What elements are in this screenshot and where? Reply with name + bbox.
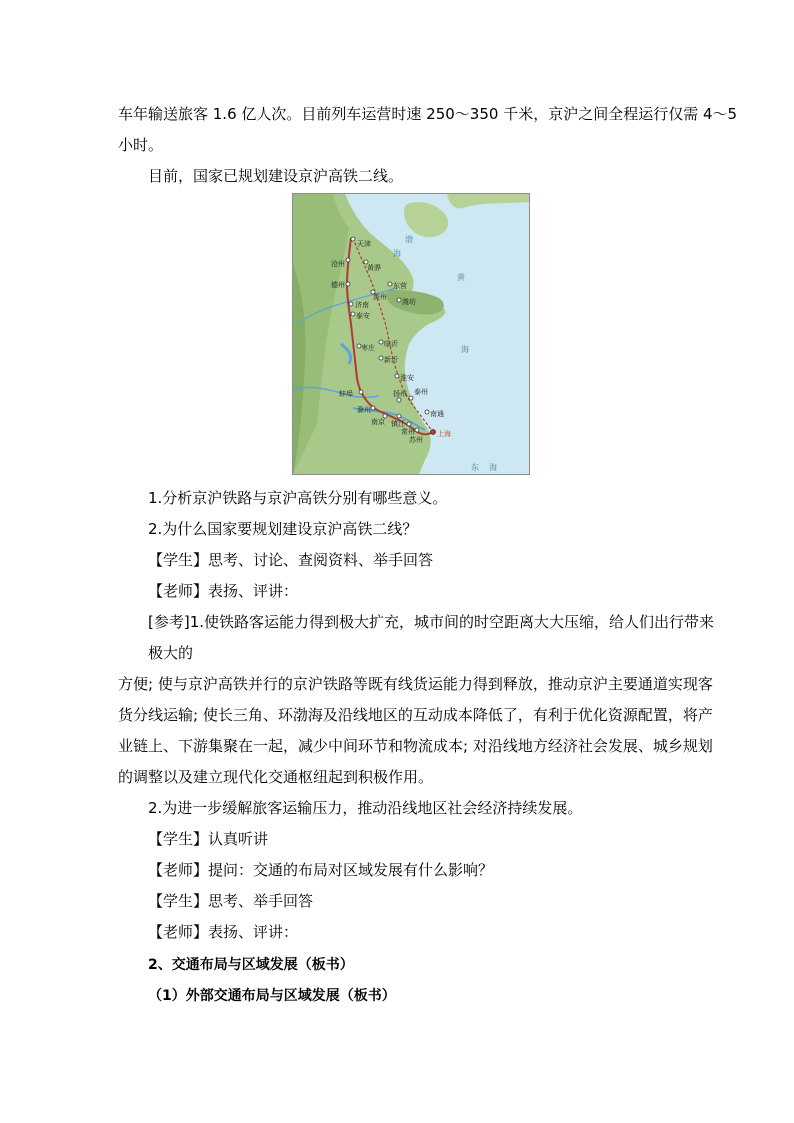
railway-map xyxy=(292,193,530,475)
sea-label: 海 xyxy=(393,249,401,258)
city-label: 扬州 xyxy=(393,390,407,398)
city-label: 天津 xyxy=(357,240,371,248)
city-marker xyxy=(349,302,353,306)
reference-line: 2.为进一步缓解旅客运输压力，推动沿线地区社会经济持续发展。 xyxy=(148,799,583,817)
reference-line: 业链上、下游集聚在一起，减少中间环节和物流成本; 对沿线地方经济社会发展、城乡规划 xyxy=(118,737,713,755)
city-marker xyxy=(415,428,419,432)
city-label: 淮安 xyxy=(400,374,414,382)
subsection-heading: （1）外部交通布局与区域发展（板书） xyxy=(148,988,396,1004)
paragraph: 目前，国家已规划建设京沪高铁二线。 xyxy=(148,167,404,185)
teacher-note: 【老师】表扬、评讲： xyxy=(148,582,299,600)
student-note: 【学生】认真听讲 xyxy=(148,830,269,848)
city-marker xyxy=(409,396,413,400)
city-label: 泰安 xyxy=(356,312,370,320)
city-label: 东营 xyxy=(393,282,407,290)
city-marker xyxy=(395,374,399,378)
city-label: 沧州 xyxy=(331,260,345,268)
sea-label: 东 xyxy=(471,463,479,472)
city-marker xyxy=(351,237,355,241)
city-label: 滨州 xyxy=(373,293,387,301)
city-marker xyxy=(407,422,411,426)
city-marker xyxy=(346,282,350,286)
sea-label: 海 xyxy=(461,345,469,354)
city-label: 黄骅 xyxy=(367,264,381,272)
student-note: 【学生】思考、讨论、查阅资料、举手回答 xyxy=(148,551,434,569)
city-label: 蚌埠 xyxy=(339,390,353,398)
question-2: 2.为什么国家要规划建设京沪高铁二线？ xyxy=(148,520,418,538)
city-marker xyxy=(431,430,436,435)
city-marker xyxy=(397,298,401,302)
city-label: 南通 xyxy=(430,410,444,418)
city-label: 德州 xyxy=(331,281,345,289)
question-1: 1.分析京沪铁路与京沪高铁分别有哪些意义。 xyxy=(148,489,448,507)
sea-label: 海 xyxy=(489,463,497,472)
paragraph-line: 车年输送旅客 1.6 亿人次。目前列车运营时速 250～350 千米，京沪之间全程运行仅需 4～5 xyxy=(118,105,738,123)
city-marker xyxy=(379,356,383,360)
city-label: 苏州 xyxy=(409,436,423,444)
reference-line: [参考]1.使铁路客运能力得到极大扩充，城市间的时空距离大大压缩，给人们出行带来 xyxy=(148,613,715,631)
city-marker xyxy=(379,340,383,344)
city-marker xyxy=(359,390,363,394)
teacher-note: 【老师】提问：交通的布局对区域发展有什么影响？ xyxy=(148,861,494,879)
city-label: 泰州 xyxy=(414,388,428,396)
student-note: 【学生】思考、举手回答 xyxy=(148,892,314,910)
city-label: 济南 xyxy=(355,301,369,309)
city-label: 常州 xyxy=(401,428,415,436)
city-label: 镇江 xyxy=(391,420,405,428)
city-label: 新沂 xyxy=(384,356,398,364)
city-label: 潍坊 xyxy=(402,298,416,306)
city-marker xyxy=(397,414,401,418)
section-heading: 2、交通布局与区域发展（板书） xyxy=(148,957,354,973)
reference-line: 货分线运输; 使长三角、环渤海及沿线地区的互动成本降低了，有利于优化资源配置，将产 xyxy=(118,706,713,724)
city-marker xyxy=(388,282,392,286)
reference-line: 极大的 xyxy=(148,644,194,662)
reference-line: 的调整以及建立现代化交通枢纽起到积极作用。 xyxy=(118,768,434,786)
sea-label: 渤 xyxy=(405,235,413,244)
city-marker xyxy=(351,312,355,316)
city-label: 枣庄 xyxy=(361,344,375,352)
city-label: 南京 xyxy=(371,418,385,426)
city-label: 上海 xyxy=(437,430,451,438)
city-marker xyxy=(371,406,375,410)
reference-line: 方便; 使与京沪高铁并行的京沪铁路等既有线货运能力得到释放，推动京沪主要通道实现客 xyxy=(118,675,713,693)
city-marker xyxy=(425,410,429,414)
city-marker xyxy=(397,398,401,402)
city-label: 临沂 xyxy=(384,340,398,348)
paragraph-line: 小时。 xyxy=(118,136,164,154)
city-label: 滁州 xyxy=(357,406,371,414)
sea-label: 黄 xyxy=(457,273,465,282)
teacher-note: 【老师】表扬、评讲： xyxy=(148,923,299,941)
city-marker xyxy=(346,258,350,262)
